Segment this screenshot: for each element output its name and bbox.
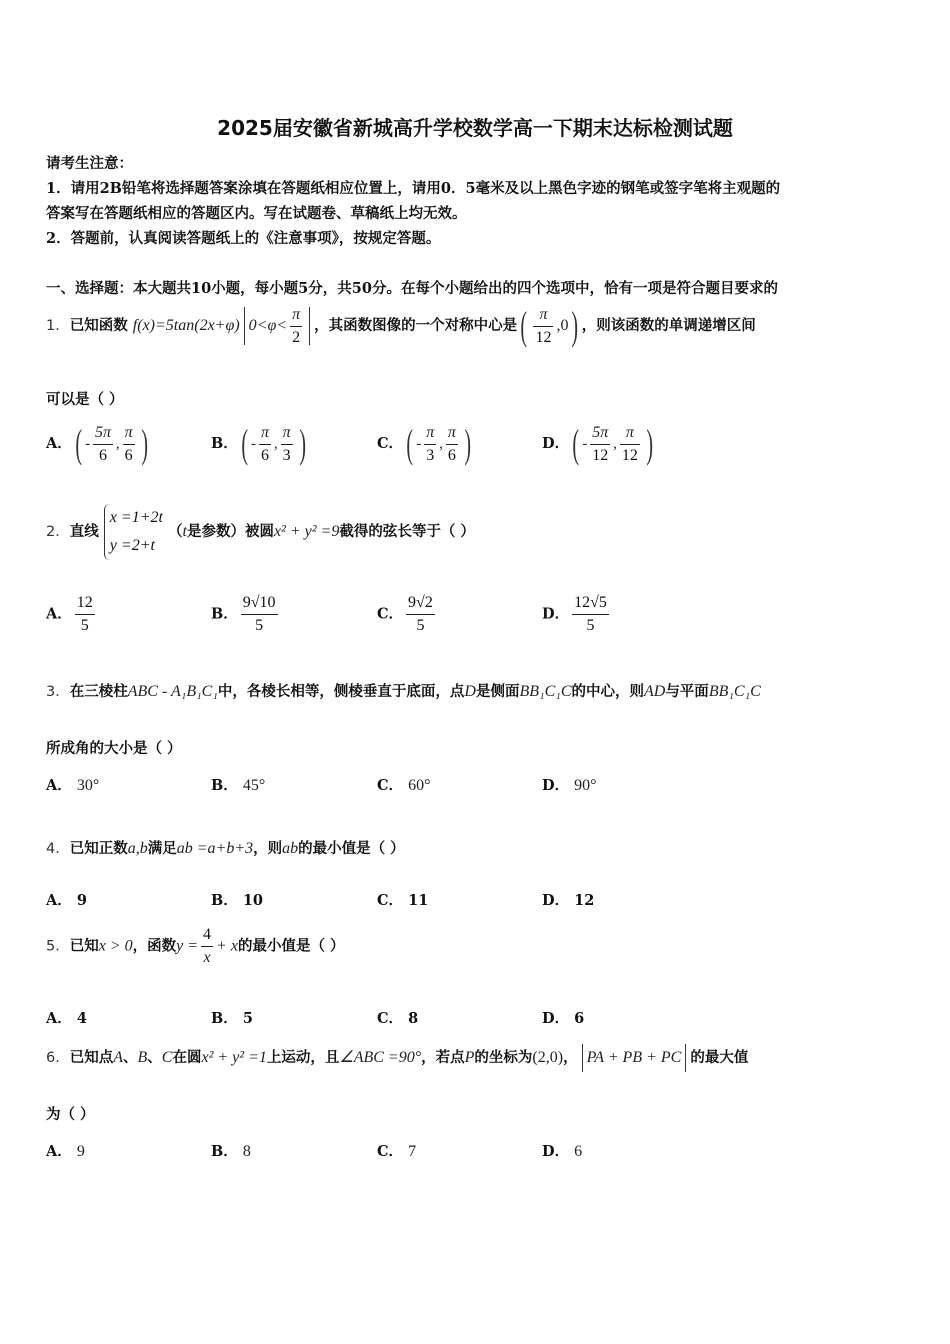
notice-heading: 请考生注意： [46,155,133,172]
q1-option-b[interactable]: B．( - $\frac{\pi}{6}$ , $\frac{\pi}{3}$ ) [211,421,306,466]
q1-condition: 0<φ< [248,317,288,334]
question-4: 4．已知正数a,b满足ab =a+b+3，则ab的最小值是（ ） [46,840,405,857]
q6-option-a[interactable]: A． 9 [46,1143,85,1160]
q1-number: 1． [46,318,70,334]
question-1 [46,302,756,350]
q1-bar-right [309,307,310,345]
q1-option-c[interactable]: C．( - $\frac{\pi}{3}$ , $\frac{\pi}{6}$ ) [377,421,471,466]
page-title: 2025届安徽省新城高升学校数学高一下期末达标检测试题 [217,116,733,140]
q5-option-b[interactable]: B． 5 [211,1010,253,1027]
q3-option-a[interactable]: A． 30° [46,777,100,794]
q3-option-c[interactable]: C． 60° [377,777,431,794]
q4-option-c[interactable]: C． 11 [377,892,429,909]
q1-center-frac: $\frac{\pi}{12}$ [535,305,552,346]
notice-item-1a: 1．请用2B铅笔将选择题答案涂填在答题纸相应位置上，请用0．5毫米及以上黑色字迹的钢笔或签字笔将主观题的 [46,180,781,197]
q1-text-3: ，则该函数的单调递增区间 [581,317,756,334]
q2-option-b[interactable]: B． $\frac{9√10}{5}$ [211,594,276,634]
q1-text-2: ，其函数图像的一个对称中心是 [314,317,518,334]
q6-text-8: 为（ ） [46,1106,95,1123]
question-2: 2．直线 x =1+2t y =2+t （t是参数）被圆x² + y² =9截得的弦长等于（ ） [46,504,475,560]
q1-option-d[interactable]: D．( - $\frac{5\pi}{12}$ , $\frac{\pi}{12}$ ) [542,421,653,466]
q3-option-b[interactable]: B． 45° [211,777,266,794]
q6-option-d[interactable]: D． 6 [542,1143,583,1160]
notice-item-1b: 答案写在答题纸相应的答题区内。写在试题卷、草稿纸上均无效。 [46,205,467,222]
q4-option-a[interactable]: A． 9 [46,892,87,909]
q2-circle: x² + y² =9 [273,523,340,540]
q3-prism: ABC - A₁B₁C₁ [127,683,218,700]
q2-line-system: x =1+2t y =2+t [104,504,163,560]
q1-text-1: 已知函数 [69,317,128,334]
q1-center-rparen: ) [571,303,579,348]
q6-option-c[interactable]: C． 7 [377,1143,417,1160]
q4-option-d[interactable]: D． 12 [542,892,595,909]
q1-pi-over-2: $\frac{\pi}{2}$ [292,305,301,346]
q6-option-b[interactable]: B． 8 [211,1143,251,1160]
q1-text-4: 可以是（ ） [46,391,124,408]
section-heading: 一、选择题：本大题共10小题，每小题5分，共50分。在每个小题给出的四个选项中，恰有一项是符合题目要求的 [46,280,778,297]
q1-bar-left [244,307,245,345]
q3-text-6: 所成角的大小是（ ） [46,740,182,757]
q1-function: f(x)=5tan(2x+φ) [132,317,240,334]
question-6: 6．已知点A、B、C在圆x² + y² =1上运动，且∠ABC =90°，若点P的坐标为(2,0)， PA + PB + PC 的最大值 [46,1044,748,1072]
q1-center-tail: ,0 [556,317,569,334]
q4-option-b[interactable]: B． 10 [211,892,264,909]
q2-option-c[interactable]: C． $\frac{9√2}{5}$ [377,594,433,634]
q2-option-a[interactable]: A． $\frac{12}{5}$ [46,594,93,634]
q1-option-a[interactable]: A．( - $\frac{5\pi}{6}$ , $\frac{\pi}{6}$ ) [46,421,148,466]
q5-option-d[interactable]: D． 6 [542,1010,585,1027]
q5-option-c[interactable]: C． 8 [377,1010,419,1027]
q3-option-d[interactable]: D． 90° [542,777,597,794]
notice-item-2: 2．答题前，认真阅读答题纸上的《注意事项》，按规定答题。 [46,230,441,247]
question-3: 3．在三棱柱ABC - A₁B₁C₁中，各棱长相等，侧棱垂直于底面，点D是侧面BB₁C₁C的中心，则AD与平面BB₁C₁C [46,683,761,700]
q2-option-d[interactable]: D． $\frac{12√5}{5}$ [542,594,607,634]
question-5: 5．已知x > 0，函数y = $\frac{4}{x}$ + x的最小值是（ ） [46,926,345,966]
q1-center-lparen: ( [520,303,528,348]
q5-option-a[interactable]: A． 4 [46,1010,87,1027]
